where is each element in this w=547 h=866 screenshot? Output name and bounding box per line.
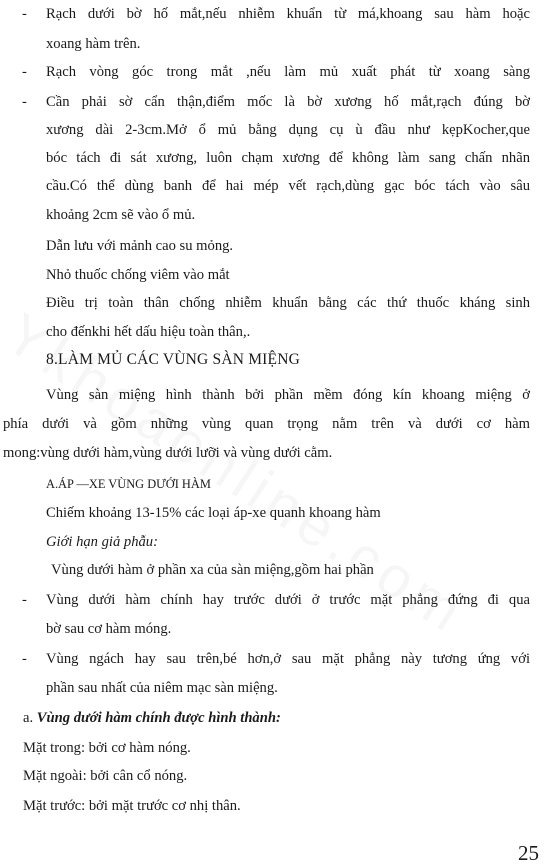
line-text: Mặt trước: bởi mặt trước cơ nhị thân. xyxy=(23,798,241,814)
line-text: A.ÁP —XE VÙNG DƯỚI HÀM xyxy=(46,477,211,491)
line-text: Mặt trong: bởi cơ hàm nóng. xyxy=(23,740,191,756)
line-text: Vùng sàn miệng hình thành bởi phần mềm đóng kín khoang miệng ở xyxy=(46,387,530,403)
line-text: Cần phải sờ cẩn thận,điểm mốc là bờ xương hố mắt,rạch đúng bờ xyxy=(46,94,530,110)
line-text: Rạch vòng góc trong mắt ,nếu làm mủ xuất phát từ xoang sàng xyxy=(46,64,530,80)
bullet-dash: - xyxy=(22,592,27,608)
line-text: bờ sau cơ hàm móng. xyxy=(46,621,172,637)
line-text xyxy=(23,708,281,728)
line-text: phần sau nhất của niêm mạc sàn miệng. xyxy=(46,680,278,696)
line-text: Chiếm khoảng 13-15% các loại áp-xe quanh khoang hàm xyxy=(46,505,381,521)
line-text: khoảng 2cm sẽ vào ổ mủ. xyxy=(46,207,196,223)
line-text: Vùng dưới hàm ở phần xa của sàn miệng,gồm hai phần xyxy=(51,562,374,578)
bullet-dash: - xyxy=(22,94,27,110)
line-text: Điều trị toàn thân chống nhiễm khuẩn bằng các thứ thuốc kháng sinh xyxy=(46,295,530,311)
bullet-dash: - xyxy=(22,651,27,667)
bullet-dash: - xyxy=(22,64,27,80)
bullet-dash: - xyxy=(22,6,27,22)
line-text: Nhỏ thuốc chống viêm vào mắt xyxy=(46,267,230,283)
line-text: Mặt ngoài: bởi cân cổ nóng. xyxy=(23,768,188,784)
line-text: phía dưới và gồm những vùng quan trọng nằm trên và dưới cơ hàm xyxy=(3,416,530,432)
line-text: 8.LÀM MỦ CÁC VÙNG SÀN MIỆNG xyxy=(46,351,300,368)
line-text: cho đếnkhi hết dấu hiệu toàn thân,. xyxy=(46,324,251,340)
line-text: xoang hàm trên. xyxy=(46,36,141,52)
line-text: Rạch dưới bờ hố mắt,nếu nhiễm khuẩn từ má,khoang sau hàm hoặc xyxy=(46,6,530,22)
bold-italic-heading: Vùng dưới hàm chính được hình thành: xyxy=(36,710,281,726)
page-number: 25 xyxy=(518,841,539,865)
line-text: cầu.Có thể dùng banh để hai mép vết rạch,dùng gạc bóc tách vào sâu xyxy=(46,178,530,194)
line-text: bóc tách đi sát xương, luôn chạm xương để không làm sang chấn nhãn xyxy=(46,150,530,166)
line-text: Vùng ngách hay sau trên,bé hơn,ở sau mặt phẳng này tương ứng với xyxy=(46,651,530,667)
line-text: Giới hạn giả phẫu: xyxy=(46,534,158,550)
line-text: mong:vùng dưới hàm,vùng dưới lưỡi và vùng dưới cằm. xyxy=(3,445,333,461)
line-text: Dẫn lưu với mảnh cao su mỏng. xyxy=(46,238,234,254)
line-text: xương dài 2-3cm.Mở ổ mủ bằng dụng cụ ù đầu như kẹpKocher,que xyxy=(46,122,530,138)
label-prefix: a. xyxy=(23,710,37,726)
line-text: Vùng dưới hàm chính hay trước dưới ở trước mặt phẳng đứng đi qua xyxy=(46,592,530,608)
